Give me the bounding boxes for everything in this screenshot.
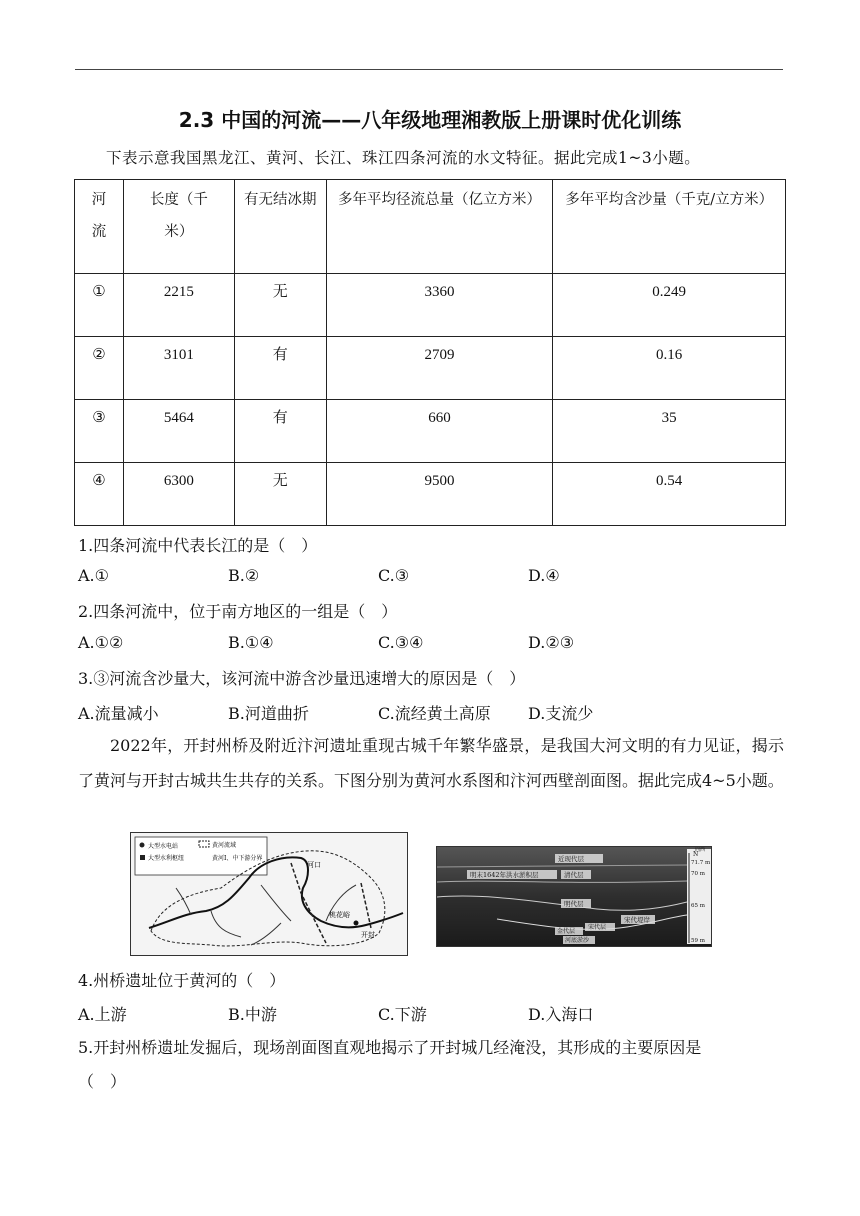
header-runoff: 多年平均径流总量（亿立方米） [326,180,553,274]
cell-ice: 无 [234,463,326,526]
cell-river: ③ [75,400,124,463]
page-title: 2.3 中国的河流——八年级地理湘教版上册课时优化训练 [178,108,682,132]
header-ice: 有无结冰期 [234,180,326,274]
hydrology-table [74,179,786,526]
cell-sediment: 35 [553,400,786,463]
layer-label: 明末1642年洪水淤积层 [470,871,539,879]
question-1: 1.四条河流中代表长江的是（ ） [78,536,318,555]
elevation-label: 71.7 m [691,860,711,866]
question-4: 4.州桥遗址位于黄河的（ ） [78,971,286,990]
layer-label: 近现代层 [558,855,584,863]
option-d: D.支流少 [528,704,594,723]
yellow-river-map [130,832,408,956]
option-a: A.①② [78,633,124,652]
map-label-kaifeng: 开封 [361,931,375,939]
table-row [75,274,786,337]
question-5: 5.开封州桥遗址发掘后，现场剖面图直观地揭示了开封城几经淹没，其形成的主要原因是 [78,1038,702,1057]
header-sediment: 多年平均含沙量（千克/立方米） [553,180,786,274]
table-row [75,463,786,526]
legend-label: 黄河流域 [212,842,237,849]
kaifeng-marker-icon [354,921,359,926]
cell-sediment: 0.54 [553,463,786,526]
map-label-taohuayu: 桃花峪 [329,911,350,919]
map-label-hekou: 河口 [307,861,321,869]
option-c: C.③④ [378,633,424,652]
option-d: D.入海口 [528,1005,594,1024]
table-row [75,337,786,400]
option-b: B.河道曲折 [228,704,309,723]
header-rule [75,69,783,70]
cell-river: ② [75,337,124,400]
legend-label: 大型水电站 [148,843,179,850]
cell-length: 5464 [123,400,234,463]
layer-label: 宋代层 [588,924,607,931]
table-header-row [75,180,786,274]
intro-text: 下表示意我国黑龙江、黄河、长江、珠江四条河流的水文特征。据此完成1~3小题。 [106,149,701,167]
option-a: A.流量减小 [78,704,159,723]
table-row [75,400,786,463]
cell-runoff: 9500 [326,463,553,526]
water-project-icon [140,855,145,860]
elevation-label: 59 m [691,938,705,944]
cell-river: ① [75,274,124,337]
cell-runoff: 2709 [326,337,553,400]
cell-sediment: 0.249 [553,274,786,337]
layer-label: 河底淤沙 [565,937,590,944]
cell-river: ④ [75,463,124,526]
cell-runoff: 3360 [326,274,553,337]
option-b: B.中游 [228,1005,277,1024]
option-c: C.下游 [378,1005,427,1024]
option-d: D.④ [528,566,560,585]
layer-label: 金代层 [557,928,576,935]
legend-label: 黄河Ⅰ、中下游分界 [212,855,263,862]
layer-label: 明代层 [564,900,584,908]
cell-ice: 有 [234,400,326,463]
cell-length: 3101 [123,337,234,400]
north-label: N [693,851,699,858]
direction-label: 向西 [695,847,706,853]
option-c: C.流经黄土高原 [378,704,491,723]
cell-sediment: 0.16 [553,337,786,400]
question-3: 3.③河流含沙量大，该河流中游含沙量迅速增大的原因是（ ） [78,669,526,688]
cell-ice: 有 [234,337,326,400]
option-d: D.②③ [528,633,575,652]
question-5-blank: （ ） [78,1072,127,1091]
option-a: A.上游 [78,1005,127,1024]
question-2: 2.四条河流中，位于南方地区的一组是（ ） [78,602,398,621]
legend-label: 大型水利枢纽 [148,855,185,862]
passage-text: 2022年，开封州桥及附近汴河遗址重现古城千年繁华盛景，是我国大河文明的有力见证，揭示了黄河与开封古城共生共存的关系。下图分别为黄河水系图和汴河西壁剖面图。据此完成4~5小题。 [78,736,784,790]
elevation-label: 70 m [691,871,705,877]
hydropower-station-icon [140,843,145,848]
cell-runoff: 660 [326,400,553,463]
cell-ice: 无 [234,274,326,337]
option-b: B.② [228,566,260,585]
option-b: B.①④ [228,633,274,652]
option-c: C.③ [378,566,410,585]
header-length: 长度（千米） [123,180,234,274]
layer-label: 清代层 [564,871,584,879]
header-river: 河流 [75,180,124,274]
layer-label: 宋代堤岸 [624,916,650,924]
cell-length: 2215 [123,274,234,337]
option-a: A.① [78,566,109,585]
cell-length: 6300 [123,463,234,526]
bianhe-section-photo [436,846,712,947]
elevation-label: 65 m [691,903,705,909]
